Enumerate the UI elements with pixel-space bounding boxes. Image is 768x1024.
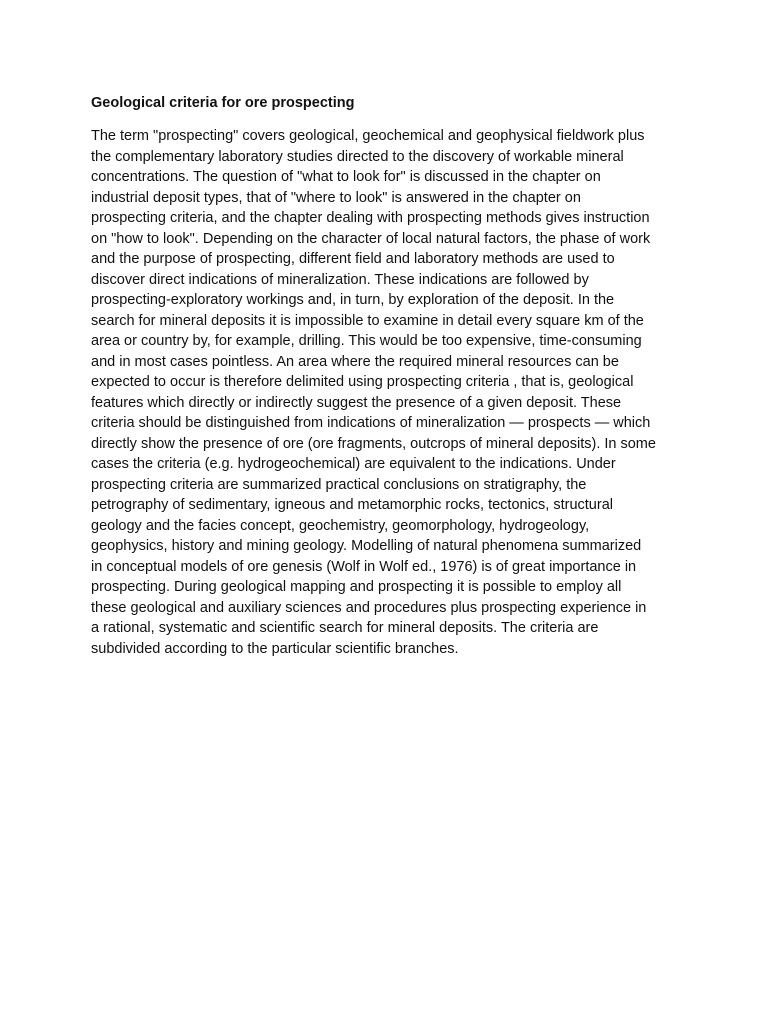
paragraph-line: cases the criteria (e.g. hydrogeochemical) are equivalent to the indications. Under xyxy=(91,456,616,472)
paragraph-line: area or country by, for example, drilling. This would be too expensive, time-consuming xyxy=(91,333,642,349)
paragraph-line: these geological and auxiliary sciences and procedures plus prospecting experience in xyxy=(91,599,647,616)
paragraph-line: and in most cases pointless. An area where the required mineral resources can be xyxy=(91,353,619,370)
paragraph-line: petrography of sedimentary, igneous and metamorphic rocks, tectonics, structural xyxy=(91,497,613,513)
paragraph-line: prospecting-exploratory workings and, in turn, by exploration of the deposit. In the xyxy=(91,292,615,308)
paragraph-line: features which directly or indirectly suggest the presence of a given deposit. These xyxy=(91,394,622,411)
paragraph-line: prospecting. During geological mapping and prospecting it is possible to employ all xyxy=(91,579,622,595)
paragraph-line: the complementary laboratory studies directed to the discovery of workable mineral xyxy=(91,148,624,165)
paragraph-line: geophysics, history and mining geology. Modelling of natural phenomena summarized xyxy=(91,538,642,554)
paragraph-line: search for mineral deposits it is impossible to examine in detail every square km of the xyxy=(91,312,644,329)
paragraph-line: The term "prospecting" covers geological, geochemical and geophysical fieldwork plus xyxy=(91,128,645,144)
paragraph-line: prospecting criteria are summarized practical conclusions on stratigraphy, the xyxy=(91,476,587,493)
document-content xyxy=(91,93,691,659)
paragraph-line: in conceptual models of ore genesis (Wolf in Wolf ed., 1976) is of great importance in xyxy=(91,558,637,575)
paragraph-line: criteria should be distinguished from indications of mineralization — prospects — which xyxy=(91,415,651,431)
paragraph-line: expected to occur is therefore delimited using prospecting criteria , that is, geological xyxy=(91,374,634,390)
paragraph-line: industrial deposit types, that of "where to look" is answered in the chapter on xyxy=(91,189,581,206)
paragraph-line: concentrations. The question of "what to look for" is discussed in the chapter on xyxy=(91,169,601,185)
paragraph-line: prospecting criteria, and the chapter dealing with prospecting methods gives instruction xyxy=(91,210,650,226)
paragraph-line: and the purpose of prospecting, different field and laboratory methods are used to xyxy=(91,251,615,267)
document-title: Geological criteria for ore prospecting xyxy=(91,95,355,111)
paragraph-line: directly show the presence of ore (ore fragments, outcrops of mineral deposits). In some xyxy=(91,435,656,452)
paragraph-line: a rational, systematic and scientific search for mineral deposits. The criteria are xyxy=(91,620,599,636)
paragraph-line: subdivided according to the particular scientific branches. xyxy=(91,640,459,657)
body-paragraph xyxy=(91,126,691,659)
paragraph-line: geology and the facies concept, geochemistry, geomorphology, hydrogeology, xyxy=(91,517,590,534)
paragraph-line: discover direct indications of mineralization. These indications are followed by xyxy=(91,271,589,288)
paragraph-line: on "how to look". Depending on the character of local natural factors, the phase of work xyxy=(91,230,651,247)
